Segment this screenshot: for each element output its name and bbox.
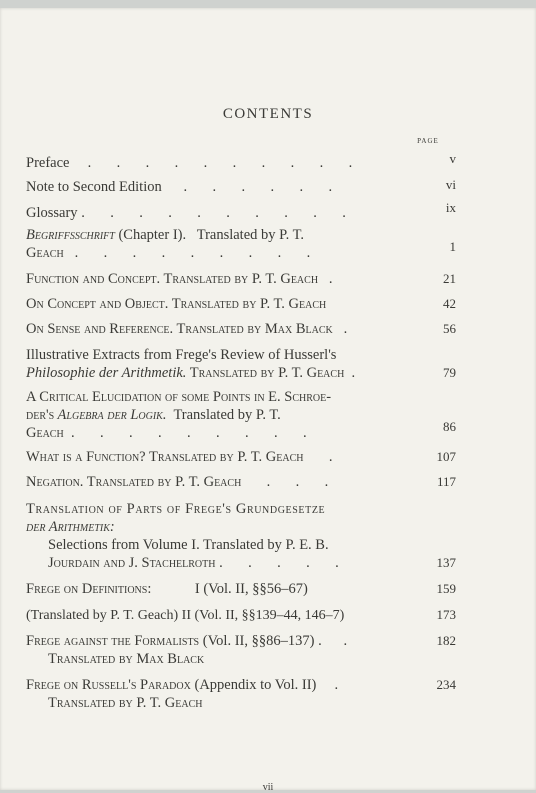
toc-entry-on-sense-and-reference[interactable] (26, 320, 456, 338)
entry-title: What is a Function? (26, 449, 146, 465)
leader-dots: . (332, 321, 348, 337)
page-folio: vii (262, 782, 274, 793)
entry-subtitle: Translated by P. T. Geach (186, 365, 345, 381)
leader-dots: . . . . . . . . . (63, 245, 311, 261)
entry-title: Illustrative Extracts from Frege's Review of Husserl's (26, 347, 337, 363)
entry-subtitle: Translated by P. T. Geach (145, 449, 304, 465)
toc-entry-what-is-a-function[interactable] (26, 448, 456, 466)
toc-entry-function-and-concept[interactable] (26, 270, 456, 288)
page-number: 21 (443, 271, 456, 286)
leader-dots: . (321, 633, 348, 649)
page-number: v (449, 151, 456, 166)
page-number: 79 (443, 365, 456, 380)
toc-entry-on-concept-and-object[interactable] (26, 295, 456, 313)
toc-entry-negation[interactable] (26, 473, 456, 491)
toc-entry-translation-of-parts[interactable] (26, 500, 456, 572)
toc-entry-note-second-edition[interactable] (26, 178, 456, 196)
entry-book-title: der Arithmetik: (26, 519, 115, 535)
entry-title: On Sense and Reference. (26, 321, 174, 337)
entry-translator: Translated by Max Black (48, 651, 205, 667)
leader-dots: . . . . . . . . . (63, 425, 307, 441)
page-column-label: PAGE (417, 137, 439, 145)
leader-dots: . (303, 449, 333, 465)
page-number: 86 (443, 419, 456, 434)
contents-heading: CONTENTS (222, 106, 314, 122)
entry-title: Glossary (26, 205, 78, 221)
entry-book-title: Philosophie der Arithmetik. (26, 365, 187, 381)
entry-translator: Translated by P. T. Geach (48, 695, 203, 711)
entry-subtitle: Translated by P. T. (166, 407, 281, 423)
entry-title: Function and Concept. (26, 271, 161, 287)
leader-dots: . (344, 365, 356, 381)
page-number: 234 (436, 677, 456, 692)
leader-dots: . . . . . . . . . . (69, 155, 353, 171)
entry-subtitle: Selections from Volume I. Translated by P. E. B. (48, 537, 329, 553)
page-number: 117 (436, 474, 456, 489)
entry-subtitle: (Chapter I). Translated by P. T. (114, 227, 305, 243)
entry-title: Frege on Definitions: (26, 581, 152, 597)
toc-entry-glossary[interactable] (26, 200, 456, 222)
entry-subtitle: (Vol. II, §§86–137) . (199, 633, 322, 649)
page-number: 107 (436, 449, 456, 464)
page-number: 159 (436, 581, 456, 596)
entry-subtitle: (Appendix to Vol. II) (190, 677, 317, 693)
page-number: 182 (436, 633, 456, 648)
entry-subtitle: Translated by P. T. Geach (83, 474, 242, 490)
leader-dots: . . . . . (215, 555, 339, 571)
toc-entry-begriffsschrift[interactable] (26, 226, 456, 262)
entry-subtitle: Translated by P. T. Geach (160, 271, 319, 287)
entry-title-cont: der's (26, 407, 55, 423)
entry-translator: Geach (26, 425, 64, 441)
entry-book-title: Algebra der Logik. (54, 407, 167, 423)
page-number: vi (445, 177, 456, 192)
toc-entry-illustrative-extracts[interactable] (26, 346, 456, 382)
page-number: 42 (443, 296, 456, 311)
leader-dots: . . . . . . (161, 179, 333, 195)
leader-dots: . . . (241, 474, 329, 490)
toc-entry-critical-elucidation[interactable] (26, 388, 456, 442)
toc-entry-russells-paradox[interactable] (26, 676, 456, 712)
entry-title: Note to Second Edition (26, 179, 162, 195)
entry-title: Frege against the Formalists (26, 633, 200, 649)
entry-translator: Jourdain and J. Stachelroth (48, 555, 216, 571)
page-number: 137 (436, 555, 456, 570)
entry-translator: Geach (26, 245, 64, 261)
entry-title: Preface (26, 155, 70, 171)
entry-title: Translation of Parts of Frege's Grundgesetze (26, 501, 326, 517)
entry-subtitle: I (Vol. II, §§56–67) (151, 581, 308, 597)
toc-entry-frege-on-definitions[interactable] (26, 580, 456, 598)
leader-dots: . (316, 677, 339, 693)
entry-title: On Concept and Object. (26, 296, 169, 312)
toc-entry-frege-against-formalists[interactable] (26, 632, 456, 668)
entry-title: A Critical Elucidation of some Points in E. Schroe- (26, 389, 332, 405)
entry-title: Begriffsschrift (26, 227, 115, 243)
page-number: ix (445, 200, 456, 215)
leader-dots: . . . . . . . . . . (77, 205, 346, 221)
entry-subtitle: Translated by Max Black (173, 321, 333, 337)
entry-title: Frege on Russell's Paradox (26, 677, 191, 693)
toc-entry-definitions-part-two[interactable] (26, 606, 456, 624)
page-number: 173 (436, 607, 456, 622)
toc-entry-preface[interactable] (26, 151, 456, 172)
entry-subtitle: Translated by P. T. Geach (168, 296, 327, 312)
entry-title: Negation. (26, 474, 84, 490)
book-page (0, 8, 536, 793)
leader-dots: . (318, 271, 333, 287)
page-number: 1 (449, 239, 456, 254)
page-number: 56 (443, 321, 456, 336)
entry-title: (Translated by P. T. Geach) II (Vol. II, §§139–44, 146–7) (26, 608, 345, 623)
